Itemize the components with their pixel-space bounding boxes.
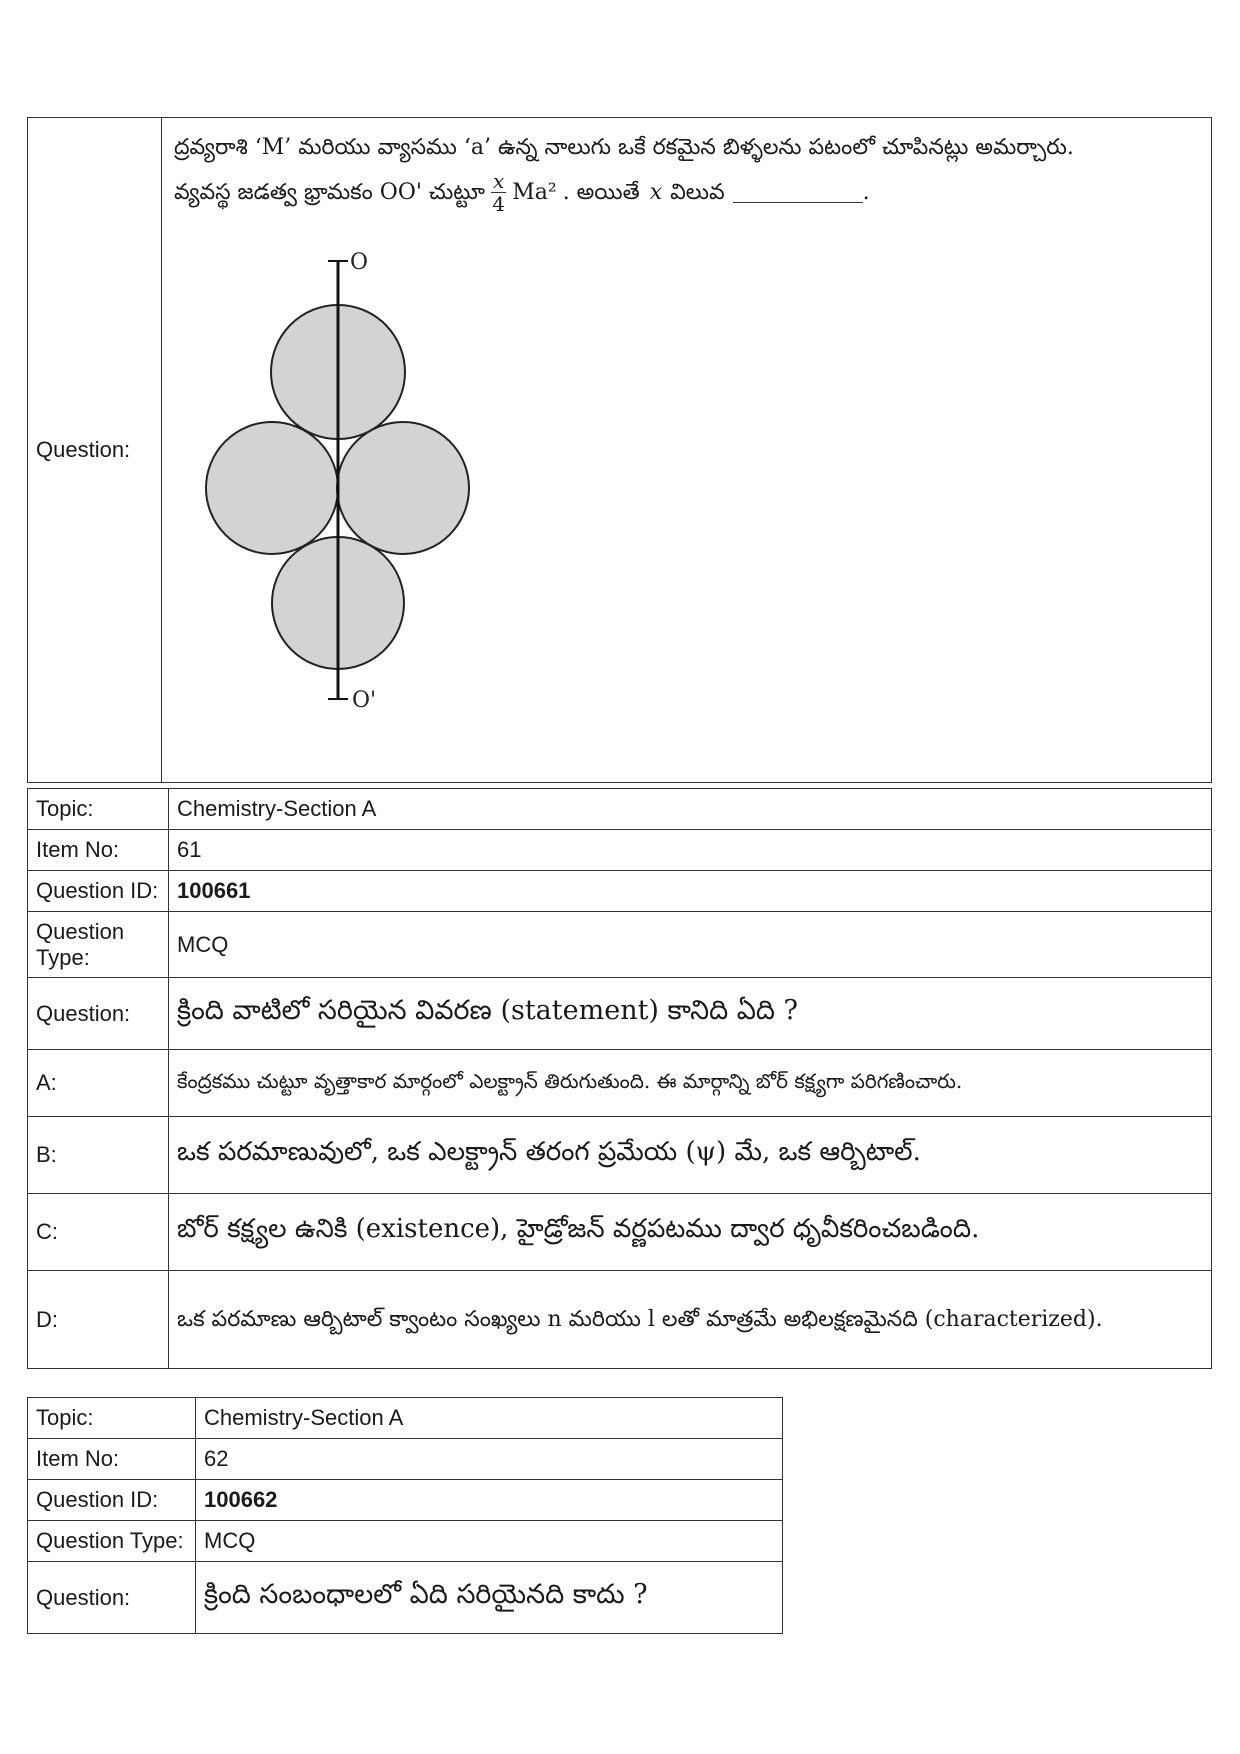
answer-blank [733, 182, 863, 203]
option-b-text: ఒక పరమాణువులో, ఒక ఎలక్ట్రాన్ తరంగ ప్రమేయ (ψ) మే, ఒక ఆర్బిటాల్. [169, 1117, 1212, 1194]
disc-right [337, 422, 469, 554]
option-row-b [28, 1117, 1212, 1194]
question-label: Question: [28, 1562, 196, 1634]
label-o: O [350, 250, 369, 275]
question-type-row [28, 912, 1212, 978]
disc-left [206, 422, 338, 554]
option-a-text: కేంద్రకము చుట్టూ వృత్తాకార మార్గంలో ఎలక్ట్రాన్ తిరుగుతుంది. ఈ మార్గాన్ని బోర్ కక్ష్యగా పరిగణించారు. [169, 1050, 1212, 1117]
question-text: క్రింది వాటిలో సరియైన వివరణ (statement) కానిది ఏది ? [169, 978, 1212, 1050]
question-text-line2 [174, 170, 1199, 215]
question-text-post: విలువ [670, 179, 725, 205]
question-60-table [27, 117, 1212, 783]
question-id-label: Question ID: [28, 871, 169, 912]
question-label: Question: [28, 118, 162, 783]
topic-label: Topic: [28, 789, 169, 830]
question-row [28, 978, 1212, 1050]
question-id-value: 100661 [169, 871, 1212, 912]
question-type-row [28, 1521, 783, 1562]
option-a-label: A: [28, 1050, 169, 1117]
item-no-value: 62 [196, 1439, 783, 1480]
option-c-label: C: [28, 1194, 169, 1271]
question-type-label: Question Type: [28, 912, 169, 978]
question-text-end: . [862, 179, 870, 205]
question-id-label: Question ID: [28, 1480, 196, 1521]
topic-row [28, 789, 1212, 830]
item-no-value: 61 [169, 830, 1212, 871]
fraction-x-over-4 [491, 170, 506, 215]
question-text-pre: వ్యవస్థ జడత్వ భ్రామకం OO' చుట్టూ [174, 179, 485, 205]
option-c-text: బోర్ కక్ష్యల ఉనికి (existence), హైడ్రోజన్ వర్ణపటము ద్వార ధృవీకరించబడింది. [169, 1194, 1212, 1271]
four-discs-figure [192, 237, 472, 727]
question-type-value: MCQ [196, 1521, 783, 1562]
question-text-mid: . అయితే [562, 179, 640, 205]
question-row [28, 1562, 783, 1634]
option-b-label: B: [28, 1117, 169, 1194]
question-id-row [28, 871, 1212, 912]
topic-row [28, 1398, 783, 1439]
topic-label: Topic: [28, 1398, 196, 1439]
option-row-a [28, 1050, 1212, 1117]
item-no-row [28, 830, 1212, 871]
fraction-denominator: 4 [492, 192, 505, 216]
question-id-value: 100662 [196, 1480, 783, 1521]
question-62-table [27, 1397, 783, 1634]
question-type-value: MCQ [169, 912, 1212, 978]
topic-value: Chemistry-Section A [169, 789, 1212, 830]
question-label: Question: [28, 978, 169, 1050]
topic-value: Chemistry-Section A [196, 1398, 783, 1439]
question-type-label: Question Type: [28, 1521, 196, 1562]
option-d-text: ఒక పరమాణు ఆర్బిటాల్ క్వాంటం సంఖ్యలు n మరియు l లతో మాత్రమే అభిలక్షణమైనది (characterized). [169, 1271, 1212, 1369]
item-no-label: Item No: [28, 830, 169, 871]
variable-x: x [649, 179, 663, 205]
question-text: క్రింది సంబంధాలలో ఏది సరియైనది కాదు ? [196, 1562, 783, 1634]
question-text-line1: ద్రవ్యరాశి ‘M’ మరియు వ్యాసము ‘a’ ఉన్న నాలుగు ఒకే రకమైన బిళ్ళలను పటంలో చూపినట్లు అమర్చారు. [174, 135, 1074, 160]
question-row [28, 118, 1212, 783]
fraction-numerator: x [492, 169, 505, 193]
question-61-table [27, 788, 1212, 1369]
option-row-d [28, 1271, 1212, 1369]
item-no-row [28, 1439, 783, 1480]
item-no-label: Item No: [28, 1439, 196, 1480]
question-id-row [28, 1480, 783, 1521]
option-d-label: D: [28, 1271, 169, 1369]
label-o-prime: O' [352, 688, 377, 713]
option-row-c [28, 1194, 1212, 1271]
question-content [162, 118, 1212, 783]
ma-squared: Ma² [512, 179, 557, 205]
